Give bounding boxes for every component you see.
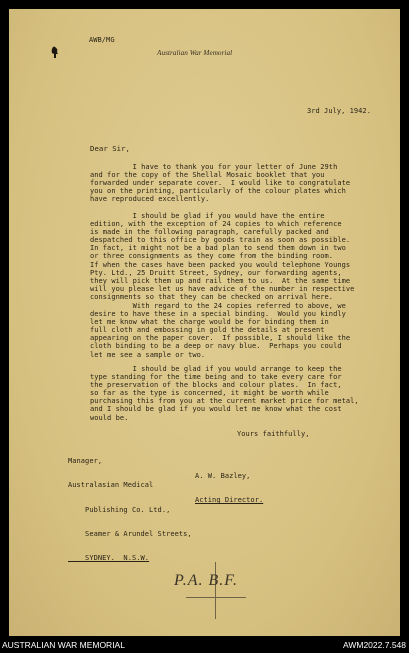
salutation: Dear Sir, <box>90 144 130 153</box>
addressee-line: Seamer & Arundel Streets, <box>68 530 192 539</box>
letter-line: the preservation of the blocks and colour plates. In fact, <box>90 381 342 390</box>
footer-accession-number: AWM2022.7.548 <box>343 640 406 650</box>
letter-line: I have to thank you for your letter of June 29th <box>90 163 338 171</box>
letter-page <box>9 9 400 636</box>
reference-code: AWB/MG <box>89 36 115 44</box>
letter-line: forwarded under separate cover. I would like to congratulate <box>90 179 351 188</box>
signatory-name: A. W. Bazley, <box>195 472 251 481</box>
letter-line: would be. <box>90 413 129 422</box>
letter-line: will you please let us have advice of the number in respective <box>90 284 355 293</box>
annotation-horizontal-line <box>186 597 246 598</box>
letter-line: they will pick them up and rail them to us. At the same time <box>90 276 351 285</box>
letter-line: desire to have these in a special binding. Would you kindly <box>90 310 346 319</box>
letter-line: appearing on the paper cover. If possible, I should like the <box>90 334 351 343</box>
letter-line: purchasing this from you at the current market price for metal, <box>90 397 359 406</box>
letter-line: you on the printing, particularly of the colour plates which <box>90 187 346 196</box>
annotation-vertical-line <box>215 562 216 619</box>
torch-emblem-icon <box>50 46 60 59</box>
letter-line: and for the copy of the Shellal Mosaic booklet that you <box>90 171 325 180</box>
letter-date: 3rd July, 1942. <box>307 107 371 115</box>
addressee-line: Publishing Co. Ltd., <box>68 505 171 514</box>
paragraph-4 <box>90 365 359 422</box>
letter-line: I should be glad if you would arrange to keep the <box>90 365 342 373</box>
letter-line: full cloth and embossing in gold the details at present <box>90 326 325 335</box>
paragraph-2 <box>90 212 354 301</box>
letterhead: Australian War Memorial <box>157 49 233 57</box>
letter-line: is made in the following paragraph, carefully packed and <box>90 228 329 237</box>
addressee-line: Manager, <box>68 457 103 466</box>
handwritten-annotation: P.A. B.F. <box>174 572 238 589</box>
letter-line: or three consignments as they come from the binding room. <box>90 252 334 261</box>
letter-line: have reproduced excellently. <box>90 195 210 204</box>
letter-line: type standing for the time being and to take every care for <box>90 373 342 382</box>
letter-line: let me know what the charge would be for binding them in <box>90 318 329 327</box>
letter-line: cloth binding to be a deep or navy blue. Perhaps you could <box>90 342 342 351</box>
addressee-line: Australasian Medical <box>68 481 154 490</box>
paragraph-3 <box>90 302 350 359</box>
letter-line: In fact, it might not be a bad plan to send them down in two <box>90 244 346 253</box>
addressee-line: SYDNEY. N.S.W. <box>68 554 150 563</box>
letter-line: Pty. Ltd., 25 Druitt Street, Sydney, our forwarding agents, <box>90 268 342 277</box>
footer-institution: AUSTRALIAN WAR MEMORIAL <box>2 640 125 650</box>
closing: Yours faithfully, <box>237 430 310 438</box>
letter-line: With regard to the 24 copies referred to above, we <box>90 302 346 310</box>
letter-line: If when the cases have been packed you would telephone Youngs <box>90 260 351 269</box>
letter-line: and I should be glad if you would let me know what the cost <box>90 405 342 414</box>
letter-line: I should be glad if you would have the entire <box>90 212 325 220</box>
addressee-block <box>68 441 192 579</box>
paragraph-1 <box>90 163 350 203</box>
letter-line: consignments so that they can be checked on arrival here. <box>90 292 334 301</box>
letter-line: let me see a sample or two. <box>90 350 206 359</box>
signature-block <box>195 456 263 521</box>
letter-line: despatched to this office by goods train as soon as possible. <box>90 236 351 245</box>
letter-line: edition, with the exception of 24 copies to which reference <box>90 220 342 229</box>
letter-line: so far as the type is concerned, it might be worth while <box>90 389 329 398</box>
signatory-title: Acting Director. <box>195 496 264 505</box>
